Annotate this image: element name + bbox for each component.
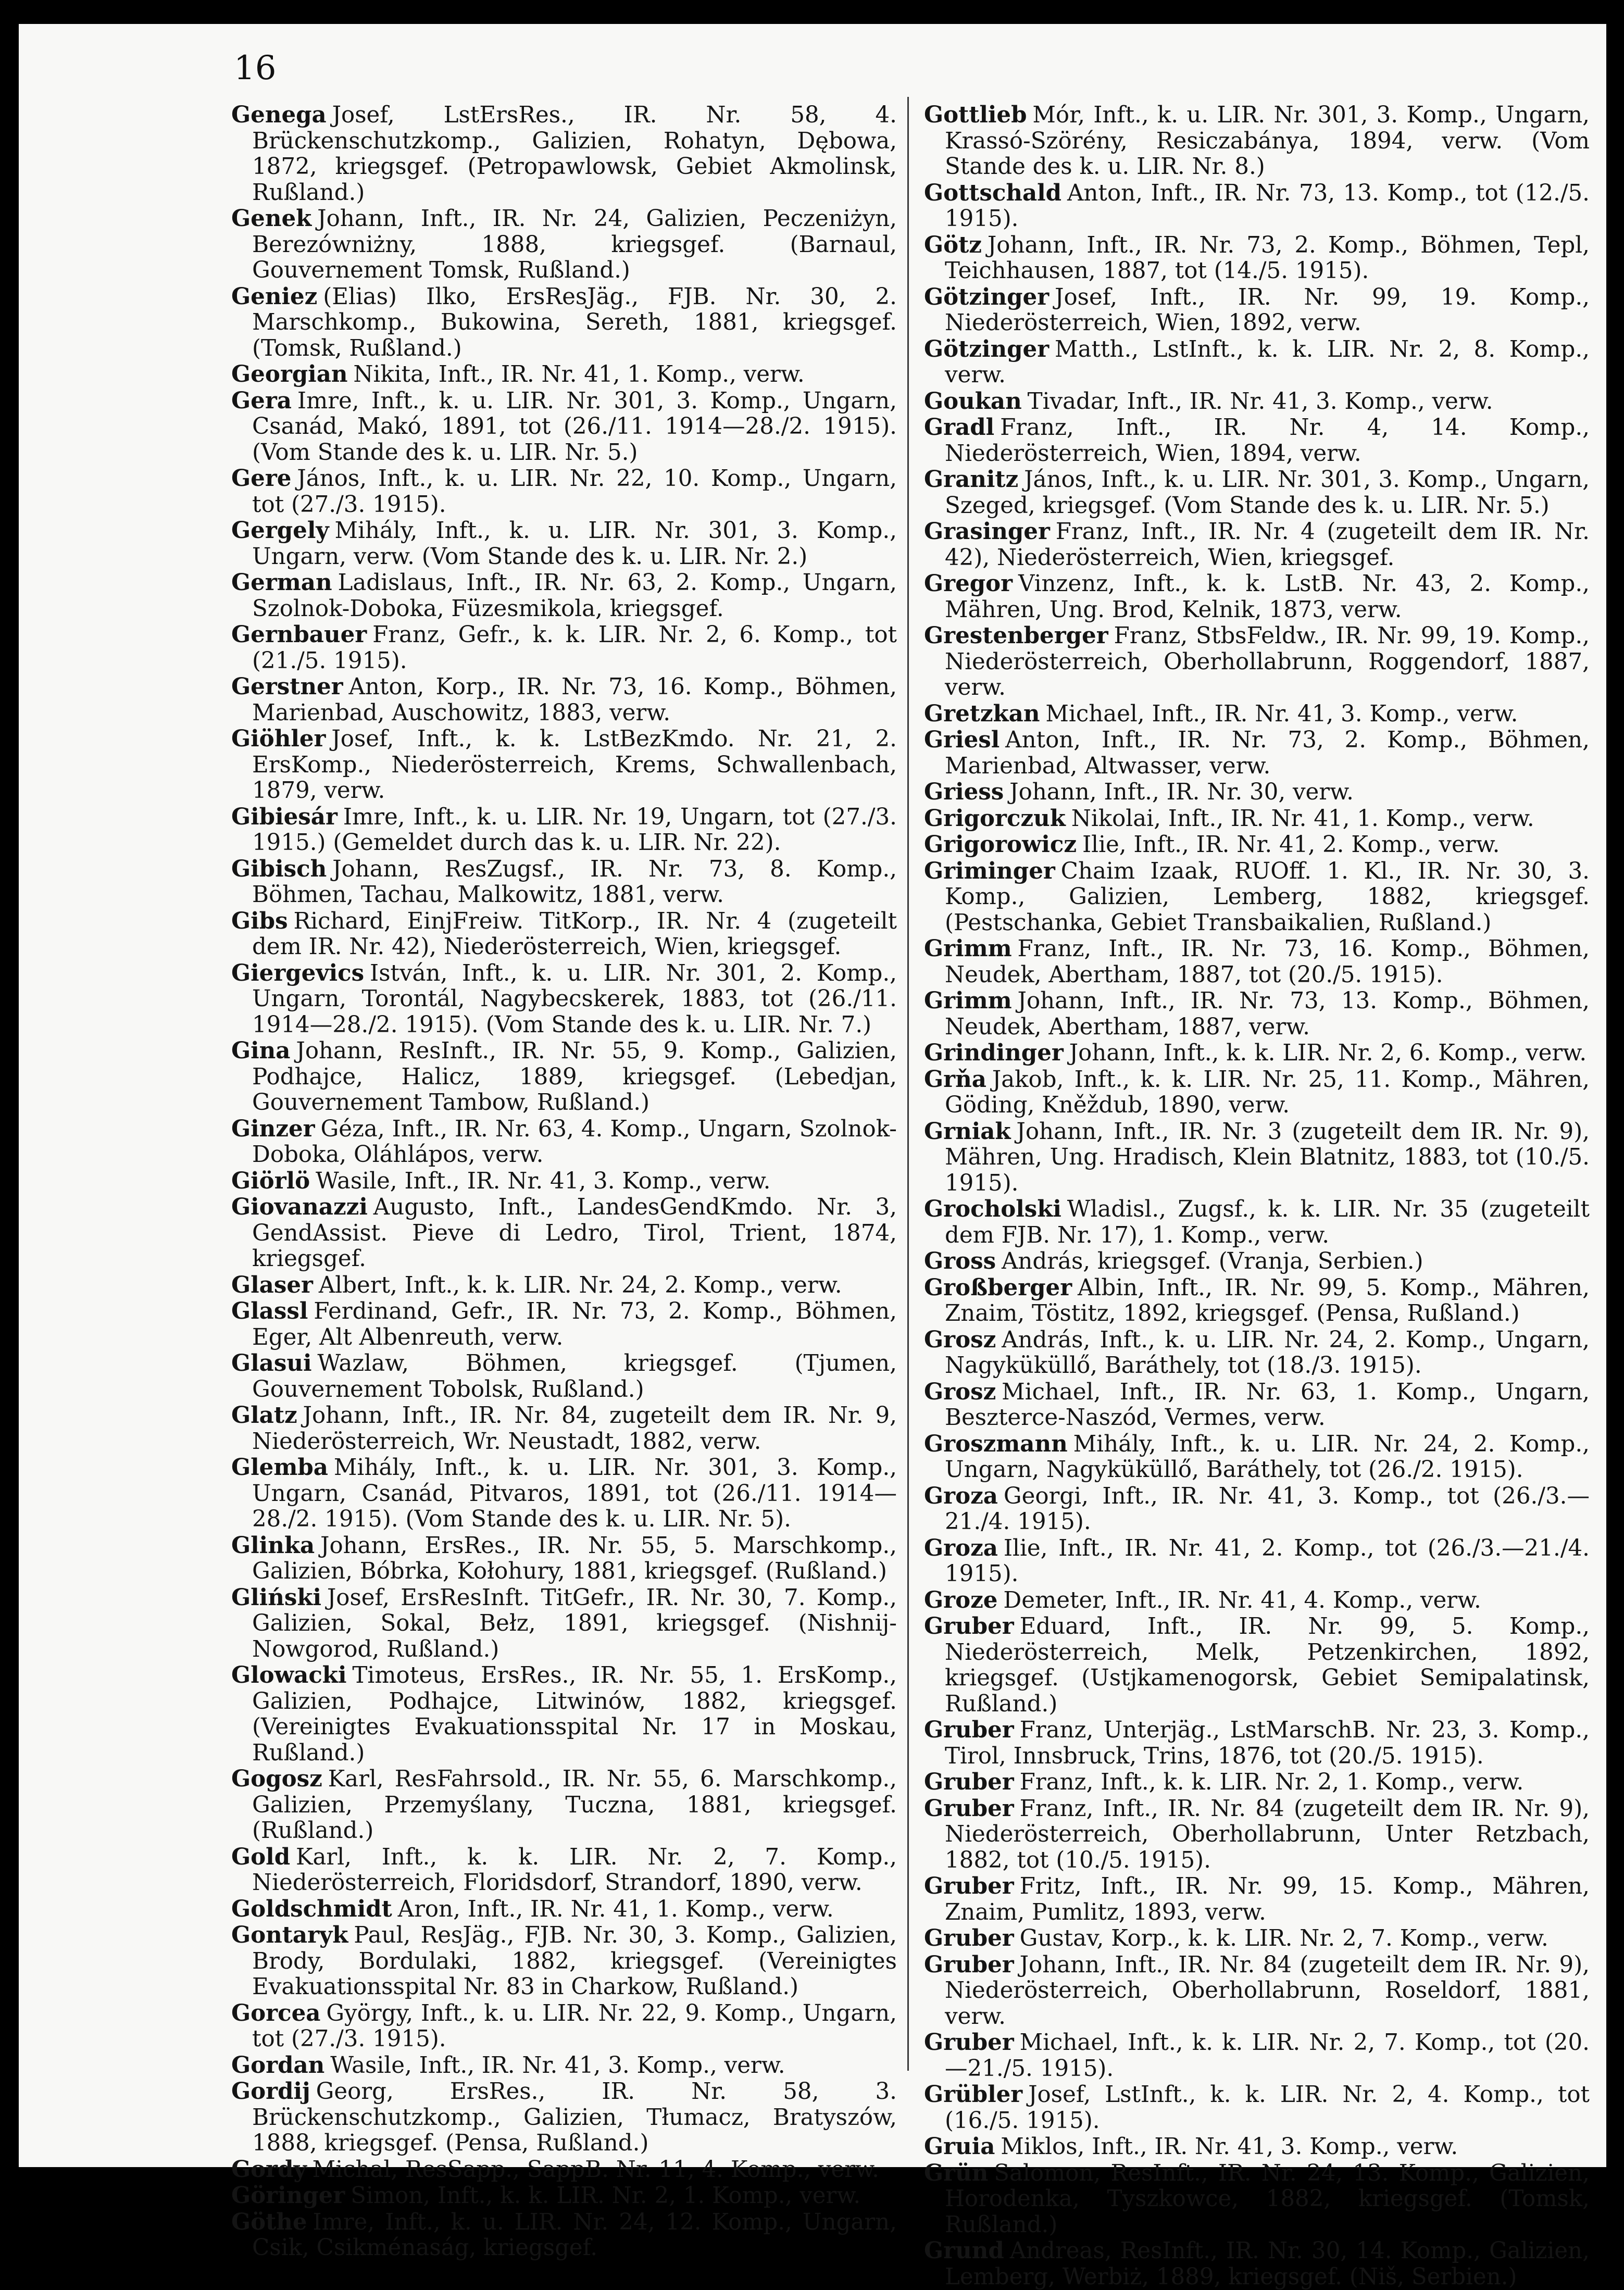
entry-details: Johann, Inft., IR. Nr. 3 (zugeteilt dem IR. Nr. 9), Mähren, Ung. Hradisch, Klein Blatnitz, 1883, tot (10./5. 1915). (945, 1118, 1590, 1196)
entry-surname: Glasui (231, 1350, 312, 1376)
entry-details: Franz, Inft., IR. Nr. 73, 16. Komp., Böhmen, Neudek, Abertham, 1887, tot (20./5. 1915). (945, 936, 1590, 988)
entry-surname: Giergevics (231, 959, 365, 986)
entry-details: Michael, Inft., IR. Nr. 41, 3. Komp., verw. (1045, 700, 1518, 727)
register-entry (924, 1925, 1590, 1952)
entry-surname: Gottlieb (924, 102, 1027, 128)
entry-details: Franz, Inft., IR. Nr. 4, 14. Komp., Niederösterreich, Wien, 1894, verw. (945, 415, 1590, 467)
page-number: 16 (234, 49, 277, 87)
register-entry (231, 960, 897, 1038)
entry-details: Josef, Inft., k. k. LstBezKmdo. Nr. 21, 2. ErsKomp., Niederösterreich, Krems, Schwallenbach, 1879, verw. (252, 726, 897, 804)
entry-details: Gustav, Korp., k. k. LIR. Nr. 2, 7. Komp., verw. (1019, 1925, 1548, 1951)
entry-surname: Ginzer (231, 1115, 315, 1142)
left-column (231, 102, 897, 2261)
register-entry (231, 1922, 897, 2000)
register-entry (231, 726, 897, 804)
entry-details: István, Inft., k. u. LIR. Nr. 301, 2. Komp., Ungarn, Torontál, Nagybecskerek, 1883, tot (26./11. 1914—28./2. 1915). (Vom Stande des k. u. LIR. Nr. 7.) (252, 960, 897, 1038)
register-entry (231, 1844, 897, 1896)
entry-details: Richard, EinjFreiw. TitKorp., IR. Nr. 4 (zugeteilt dem IR. Nr. 42), Niederösterreich, Wien, kriegsgef. (252, 908, 897, 960)
entry-surname: Grestenberger (924, 622, 1108, 649)
entry-surname: Gorcea (231, 1999, 321, 2026)
entry-details: János, Inft., k. u. LIR. Nr. 301, 3. Komp., Ungarn, Szeged, kriegsgef. (Vom Stande des k. u. LIR. Nr. 5.) (945, 467, 1590, 519)
entry-details: Imre, Inft., k. u. LIR. Nr. 24, 12. Komp., Ungarn, Csik, Csikménaság, kriegsgef. (252, 2209, 897, 2261)
entry-details: Franz, Inft., IR. Nr. 4 (zugeteilt dem IR. Nr. 42), Niederösterreich, Wien, kriegsgef. (945, 519, 1590, 571)
entry-surname: Gergely (231, 517, 329, 544)
entry-surname: Grosz (924, 1378, 996, 1405)
entry-details: Demeter, Inft., IR. Nr. 41, 4. Komp., verw. (1003, 1587, 1481, 1613)
entry-details: Anton, Korp., IR. Nr. 73, 16. Komp., Böhmen, Marienbad, Auschowitz, 1883, verw. (252, 674, 897, 726)
register-entry (231, 674, 897, 726)
entry-surname: Gruber (924, 1613, 1014, 1640)
register-entry (231, 1272, 897, 1299)
register-entry (924, 1431, 1590, 1483)
register-entry (231, 206, 897, 284)
register-entry (231, 908, 897, 960)
register-entry (231, 1455, 897, 1533)
register-entry (231, 1585, 897, 1663)
entry-surname: Grniak (924, 1118, 1011, 1145)
register-entry (231, 1403, 897, 1455)
entry-details: Josef, LstErsRes., IR. Nr. 58, 4. Brückenschutzkomp., Galizien, Rohatyn, Dębowa, 1872, kriegsgef. (Petropawlowsk, Gebiet Akmolinsk, Rußland.) (252, 102, 897, 206)
register-entry (231, 2183, 897, 2209)
entry-surname: Glatz (231, 1402, 297, 1429)
entry-surname: Gold (231, 1843, 291, 1870)
entry-details: Mihály, Inft., k. u. LIR. Nr. 301, 3. Komp., Ungarn, verw. (Vom Stande des k. u. LIR. Nr. 2.) (252, 518, 897, 570)
entry-details: András, Inft., k. u. LIR. Nr. 24, 2. Komp., Ungarn, Nagyküküllő, Baráthely, tot (18./3. 1915). (945, 1327, 1590, 1379)
entry-surname: Götz (924, 231, 982, 258)
entry-surname: Gibisch (231, 855, 327, 882)
entry-details: Imre, Inft., k. u. LIR. Nr. 19, Ungarn, tot (27./3. 1915.) (Gemeldet durch das k. u. LIR. Nr. 22). (252, 804, 897, 856)
entry-details: Mihály, Inft., k. u. LIR. Nr. 24, 2. Komp., Ungarn, Nagyküküllő, Baráthely, tot (26./2. 1915). (945, 1431, 1590, 1483)
register-entry (924, 779, 1590, 806)
register-entry (231, 1533, 897, 1585)
entry-surname: Glinka (231, 1532, 315, 1559)
entry-surname: Grocholski (924, 1196, 1061, 1222)
entry-details: Josef, ErsResInft. TitGefr., IR. Nr. 30, 7. Komp., Galizien, Sokal, Bełz, 1891, kriegsgef. (Nishnij-Nowgorod, Rußland.) (252, 1584, 897, 1662)
entry-surname: Grimm (924, 987, 1012, 1014)
register-entry (924, 1119, 1590, 1197)
entry-details: Franz, Unterjäg., LstMarschB. Nr. 23, 3. Komp., Tirol, Innsbruck, Trins, 1876, tot (20./5. 1915). (945, 1717, 1590, 1769)
entry-details: Franz, StbsFeldw., IR. Nr. 99, 19. Komp., Niederösterreich, Oberhollabrunn, Roggendorf, 1887, verw. (945, 623, 1590, 700)
register-entry (924, 832, 1590, 858)
entry-surname: Gibs (231, 907, 288, 934)
entry-surname: Gregor (924, 570, 1013, 597)
entry-details: Géza, Inft., IR. Nr. 63, 4. Komp., Ungarn, Szolnok-Doboka, Oláhlápos, verw. (252, 1116, 897, 1168)
entry-details: Timoteus, ErsRes., IR. Nr. 55, 1. ErsKomp., Galizien, Podhajce, Litwinów, 1882, kriegsgef. (Vereinigtes Evakuationsspital Nr. 17 in Moskau, Rußland.) (252, 1662, 897, 1766)
register-entry (231, 2209, 897, 2261)
register-entry (924, 2134, 1590, 2160)
entry-details: Tivadar, Inft., IR. Nr. 41, 3. Komp., verw. (1027, 388, 1493, 415)
entry-details: Franz, Inft., k. k. LIR. Nr. 2, 1. Komp., verw. (1019, 1769, 1524, 1795)
entry-details: Miklos, Inft., IR. Nr. 41, 3. Komp., verw. (1001, 2134, 1458, 2160)
register-entry (924, 806, 1590, 832)
entry-surname: Gruber (924, 2029, 1014, 2056)
register-entry (924, 1769, 1590, 1796)
entry-details: Michael, Inft., IR. Nr. 63, 1. Komp., Ungarn, Beszterce-Naszód, Vermes, verw. (945, 1379, 1590, 1431)
entry-surname: Grasinger (924, 518, 1050, 545)
entry-surname: Gontaryk (231, 1922, 348, 1948)
entry-details: Johann, Inft., IR. Nr. 73, 13. Komp., Böhmen, Neudek, Abertham, 1887, verw. (945, 988, 1590, 1040)
entry-surname: Groza (924, 1482, 998, 1509)
entry-surname: Gruber (924, 1717, 1014, 1743)
register-entry (924, 1717, 1590, 1769)
entry-surname: Gliński (231, 1584, 321, 1611)
entry-surname: Glaser (231, 1271, 313, 1298)
entry-details: Anton, Inft., IR. Nr. 73, 13. Komp., tot (12./5. 1915). (945, 180, 1590, 232)
entry-surname: Grund (924, 2237, 1004, 2264)
entry-surname: Grigorowicz (924, 831, 1077, 858)
entry-surname: Gordan (231, 2051, 325, 2079)
entry-surname: Gruber (924, 1873, 1014, 1899)
register-entry (231, 1168, 897, 1195)
register-entry (924, 1040, 1590, 1067)
entry-surname: Gretzkan (924, 700, 1040, 727)
register-entry (924, 180, 1590, 232)
entry-surname: Giörlö (231, 1167, 310, 1194)
register-entry (231, 388, 897, 466)
register-entry (924, 519, 1590, 571)
register-entry (924, 1379, 1590, 1431)
entry-details: Michal, ResSapp., SappB. Nr. 11, 4. Komp., verw. (312, 2156, 879, 2183)
entry-surname: Gere (231, 465, 292, 492)
entry-surname: Großberger (924, 1274, 1072, 1301)
register-entry (231, 2000, 897, 2053)
entry-details: Mór, Inft., k. u. LIR. Nr. 301, 3. Komp., Ungarn, Krassó-Szörény, Resiczabánya, 1894, verw. (Vom Stande des k. u. LIR. Nr. 8.) (945, 102, 1590, 180)
entry-details: Ilie, Inft., IR. Nr. 41, 2. Komp., tot (26./3.—21./4. 1915). (945, 1535, 1590, 1587)
register-entry (924, 2238, 1590, 2290)
register-entry (924, 389, 1590, 415)
register-entry (924, 1196, 1590, 1248)
entry-details: Jakob, Inft., k. k. LIR. Nr. 25, 11. Komp., Mähren, Göding, Kněždub, 1890, verw. (945, 1066, 1590, 1118)
entry-details: Paul, ResJäg., FJB. Nr. 30, 3. Komp., Galizien, Brody, Bordulaki, 1882, kriegsgef. (Vereinigtes Evakuationsspital Nr. 83 in Charkow, Rußland.) (252, 1922, 897, 2000)
register-entry (924, 571, 1590, 623)
entry-surname: Grimm (924, 935, 1012, 962)
entry-surname: Gibiesár (231, 803, 338, 830)
register-entry (231, 2079, 897, 2157)
entry-details: Ferdinand, Gefr., IR. Nr. 73, 2. Komp., Böhmen, Eger, Alt Albenreuth, verw. (252, 1298, 897, 1350)
entry-details: Mihály, Inft., k. u. LIR. Nr. 301, 3. Komp., Ungarn, Csanád, Pitvaros, 1891, tot (26./11. 1914—28./2. 1915). (Vom Stande des k. u. LIR. Nr. 5). (252, 1455, 897, 1532)
entry-surname: Geniez (231, 283, 318, 310)
register-entry (231, 622, 897, 674)
register-entry (924, 623, 1590, 701)
entry-surname: Griess (924, 779, 1004, 805)
entry-details: Wazlaw, Böhmen, kriegsgef. (Tjumen, Gouvernement Tobolsk, Rußland.) (252, 1350, 897, 1403)
register-entry (231, 1298, 897, 1350)
register-entry (924, 2160, 1590, 2238)
entry-details: Chaim Izaak, RUOff. 1. Kl., IR. Nr. 30, 3. Komp., Galizien, Lemberg, 1882, kriegsgef. (Pestschanka, Gebiet Transbaikalien, Rußland.) (945, 858, 1590, 936)
entry-details: Georgi, Inft., IR. Nr. 41, 3. Komp., tot (26./3.—21./4. 1915). (945, 1483, 1590, 1535)
register-entry (924, 936, 1590, 988)
entry-surname: Grosz (924, 1326, 996, 1353)
entry-details: Ilie, Inft., IR. Nr. 41, 2. Komp., verw. (1082, 832, 1500, 858)
entry-surname: Grňa (924, 1066, 986, 1093)
entry-details: Albert, Inft., k. k. LIR. Nr. 24, 2. Komp., verw. (318, 1272, 842, 1298)
entry-surname: Genega (231, 102, 327, 128)
entry-surname: Grübler (924, 2081, 1023, 2108)
entry-surname: Grindinger (924, 1040, 1064, 1066)
entry-surname: Gottschald (924, 179, 1062, 206)
entry-surname: Gruber (924, 1925, 1014, 1951)
register-entry (231, 284, 897, 362)
register-entry (231, 1766, 897, 1844)
register-entry (924, 701, 1590, 728)
entry-surname: Grün (924, 2159, 989, 2186)
entry-surname: Gerstner (231, 673, 343, 700)
entry-details: Eduard, Inft., IR. Nr. 99, 5. Komp., Niederösterreich, Melk, Petzenkirchen, 1892, kriegsgef. (Ustjkamenogorsk, Gebiet Semipalatinsk, Rußland.) (945, 1613, 1590, 1717)
entry-surname: Göthe (231, 2208, 307, 2235)
entry-surname: Georgian (231, 361, 348, 387)
register-entry (924, 1067, 1590, 1119)
entry-details: Johann, Inft., IR. Nr. 84 (zugeteilt dem IR. Nr. 9), Niederösterreich, Oberhollabrunn, Roseldorf, 1881, verw. (945, 1951, 1590, 2030)
entry-surname: Gruber (924, 1769, 1014, 1795)
entry-details: Ladislaus, Inft., IR. Nr. 63, 2. Komp., Ungarn, Szolnok-Doboka, Füzesmikola, kriegsgef. (252, 570, 897, 622)
entry-details: Andreas, ResInft., IR. Nr. 30, 14. Komp., Galizien, Lemberg, Werbiż, 1889, kriegsgef. (Niš, Serbien.) (945, 2238, 1590, 2290)
register-entry (231, 570, 897, 622)
register-entry (924, 1587, 1590, 1614)
entry-surname: Glemba (231, 1454, 328, 1481)
entry-details: Franz, Gefr., k. k. LIR. Nr. 2, 6. Komp., tot (21./5. 1915). (252, 622, 897, 674)
entry-details: Vinzenz, Inft., k. k. LstB. Nr. 43, 2. Komp., Mähren, Ung. Brod, Kelnik, 1873, verw. (945, 571, 1590, 623)
entry-surname: Griminger (924, 857, 1055, 884)
entry-surname: Gruber (924, 1951, 1014, 1978)
register-entry (231, 102, 897, 206)
register-entry (924, 988, 1590, 1040)
entry-details: Salomon, ResInft., IR. Nr. 24, 13. Komp., Galizien, Horodenka, Tyszkowce, 1882, kriegsgef. (Tomsk, Rußland.) (945, 2160, 1590, 2238)
register-entry (924, 1535, 1590, 1587)
entry-surname: Gordy (231, 2156, 307, 2183)
register-entry (924, 1248, 1590, 1275)
entry-details: Michael, Inft., k. k. LIR. Nr. 2, 7. Komp., tot (20.—21./5. 1915). (945, 2030, 1590, 2082)
entry-details: Augusto, Inft., LandesGendKmdo. Nr. 3, GendAssist. Pieve di Ledro, Tirol, Trient, 1874, kriegsgef. (252, 1194, 897, 1272)
entry-details: Johann, Inft., IR. Nr. 30, verw. (1009, 779, 1354, 805)
entry-details: Wasile, Inft., IR. Nr. 41, 3. Komp., verw. (330, 2052, 785, 2079)
entry-surname: Goukan (924, 387, 1022, 415)
entry-details: György, Inft., k. u. LIR. Nr. 22, 9. Komp., Ungarn, tot (27./3. 1915). (252, 2000, 897, 2052)
entry-details: Johann, ErsRes., IR. Nr. 55, 5. Marschkomp., Galizien, Bóbrka, Kołohury, 1881, kriegsgef. (Rußland.) (252, 1532, 897, 1584)
register-entry (924, 1873, 1590, 1925)
register-entry (924, 727, 1590, 779)
entry-details: Johann, Inft., IR. Nr. 84, zugeteilt dem IR. Nr. 9, Niederösterreich, Wr. Neustadt, 1882, verw. (252, 1403, 897, 1455)
register-entry (231, 2157, 897, 2183)
entry-surname: Genek (231, 205, 312, 232)
entry-surname: Giöhler (231, 725, 326, 752)
entry-surname: Gogosz (231, 1766, 322, 1792)
entry-surname: Groze (924, 1586, 998, 1613)
register-entry (924, 415, 1590, 467)
entry-details: (Elias) Ilko, ErsResJäg., FJB. Nr. 30, 2. Marschkomp., Bukowina, Sereth, 1881, kriegsgef. (Tomsk, Rußland.) (252, 283, 897, 361)
entry-details: Karl, ResFahrsold., IR. Nr. 55, 6. Marschkomp., Galizien, Przemyślany, Tuczna, 1881, kriegsgef. (Rußland.) (252, 1766, 897, 1844)
register-entry (924, 1327, 1590, 1379)
register-entry (924, 858, 1590, 936)
entry-surname: Glowacki (231, 1662, 347, 1688)
register-entry (231, 1896, 897, 1923)
register-entry (924, 1613, 1590, 1717)
entry-details: János, Inft., k. u. LIR. Nr. 22, 10. Komp., Ungarn, tot (27./3. 1915). (252, 466, 897, 518)
entry-surname: Gruia (924, 2133, 995, 2160)
entry-surname: Gera (231, 387, 292, 414)
register-entry (924, 336, 1590, 389)
entry-surname: Göringer (231, 2182, 345, 2209)
register-entry (231, 1350, 897, 1403)
register-entry (231, 361, 897, 388)
register-entry (924, 2082, 1590, 2134)
entry-details: Josef, LstInft., k. k. LIR. Nr. 2, 4. Komp., tot (16./5. 1915). (945, 2082, 1590, 2134)
register-entry (231, 1116, 897, 1168)
entry-details: András, kriegsgef. (Vranja, Serbien.) (1001, 1248, 1423, 1274)
register-entry (924, 102, 1590, 180)
entry-details: Anton, Inft., IR. Nr. 73, 2. Komp., Böhmen, Marienbad, Altwasser, verw. (945, 727, 1590, 779)
entry-surname: Griesl (924, 727, 1000, 753)
entry-surname: Goldschmidt (231, 1895, 392, 1922)
entry-surname: Gina (231, 1037, 291, 1064)
entry-details: Karl, Inft., k. k. LIR. Nr. 2, 7. Komp., Niederösterreich, Floridsdorf, Strandorf, 1890, verw. (252, 1844, 897, 1896)
entry-surname: Gordij (231, 2078, 310, 2105)
entry-details: Nikolai, Inft., IR. Nr. 41, 1. Komp., verw. (1071, 805, 1534, 832)
entry-details: Johann, Inft., IR. Nr. 73, 2. Komp., Böhmen, Tepl, Teichhausen, 1887, tot (14./5. 1915). (945, 232, 1590, 284)
entry-details: Fritz, Inft., IR. Nr. 99, 15. Komp., Mähren, Znaim, Pumlitz, 1893, verw. (945, 1873, 1590, 1925)
entry-details: Johann, ResInft., IR. Nr. 55, 9. Komp., Galizien, Podhajce, Halicz, 1889, kriegsgef. (Lebedjan, Gouvernement Tambow, Rußland.) (252, 1038, 897, 1116)
entry-surname: Grigorczuk (924, 805, 1066, 832)
register-entry (924, 1275, 1590, 1327)
entry-surname: Götzinger (924, 283, 1050, 310)
register-entry (231, 804, 897, 856)
entry-details: Nikita, Inft., IR. Nr. 41, 1. Komp., verw. (353, 361, 805, 387)
document-page (19, 24, 1606, 2290)
column-divider (907, 97, 909, 2071)
entry-surname: Gernbauer (231, 621, 367, 648)
entry-surname: Gradl (924, 414, 995, 441)
register-entry (924, 284, 1590, 336)
right-column (924, 102, 1590, 2290)
entry-details: Imre, Inft., k. u. LIR. Nr. 301, 3. Komp., Ungarn, Csanád, Makó, 1891, tot (26./11. 1914—28./2. 1915). (Vom Stande des k. u. LIR. Nr. 5.) (252, 387, 897, 466)
entry-details: Albin, Inft., IR. Nr. 99, 5. Komp., Mähren, Znaim, Töstitz, 1892, kriegsgef. (Pensa, Rußland.) (945, 1274, 1590, 1327)
entry-details: Wladisl., Zugsf., k. k. LIR. Nr. 35 (zugeteilt dem FJB. Nr. 17), 1. Komp., verw. (945, 1196, 1590, 1248)
entry-details: Wasile, Inft., IR. Nr. 41, 3. Komp., verw. (316, 1168, 771, 1194)
register-entry (231, 2053, 897, 2079)
entry-details: Johann, ResZugsf., IR. Nr. 73, 8. Komp., Böhmen, Tachau, Malkowitz, 1881, verw. (252, 856, 897, 908)
entry-details: Matth., LstInft., k. k. LIR. Nr. 2, 8. Komp., verw. (945, 336, 1590, 388)
register-entry (231, 1038, 897, 1116)
register-entry (924, 1483, 1590, 1535)
entry-surname: Groszmann (924, 1430, 1068, 1457)
register-entry (231, 856, 897, 908)
register-entry (231, 1662, 897, 1766)
entry-details: Simon, Inft., k. k. LIR. Nr. 2, 1. Komp., verw. (351, 2183, 861, 2209)
register-entry (924, 232, 1590, 284)
entry-surname: Gross (924, 1248, 996, 1274)
entry-surname: Giovanazzi (231, 1194, 368, 1220)
entry-surname: German (231, 569, 332, 596)
register-entry (924, 467, 1590, 519)
register-entry (924, 1796, 1590, 1874)
entry-surname: Glassl (231, 1298, 308, 1324)
register-entry (924, 1952, 1590, 2030)
register-entry (231, 518, 897, 570)
entry-surname: Groza (924, 1534, 998, 1561)
entry-details: Johann, Inft., k. k. LIR. Nr. 2, 6. Komp., verw. (1069, 1040, 1587, 1066)
entry-details: Georg, ErsRes., IR. Nr. 58, 3. Brückenschutzkomp., Galizien, Tłumacz, Bratyszów, 1888, kriegsgef. (Pensa, Rußland.) (252, 2079, 897, 2156)
entry-details: Franz, Inft., IR. Nr. 84 (zugeteilt dem IR. Nr. 9), Niederösterreich, Oberhollabrunn, Unter Retzbach, 1882, tot (10./5. 1915). (945, 1795, 1590, 1873)
register-entry (231, 466, 897, 518)
entry-surname: Götzinger (924, 335, 1050, 362)
entry-surname: Gruber (924, 1795, 1014, 1822)
register-entry (231, 1194, 897, 1272)
entry-details: Aron, Inft., IR. Nr. 41, 1. Komp., verw. (397, 1896, 834, 1922)
entry-surname: Granitz (924, 466, 1019, 493)
entry-details: Josef, Inft., IR. Nr. 99, 19. Komp., Niederösterreich, Wien, 1892, verw. (945, 284, 1590, 336)
entry-details: Johann, Inft., IR. Nr. 24, Galizien, Peczeniżyn, Berezówniżny, 1888, kriegsgef. (Barnaul, Gouvernement Tomsk, Rußland.) (252, 206, 897, 283)
register-entry (924, 2030, 1590, 2082)
